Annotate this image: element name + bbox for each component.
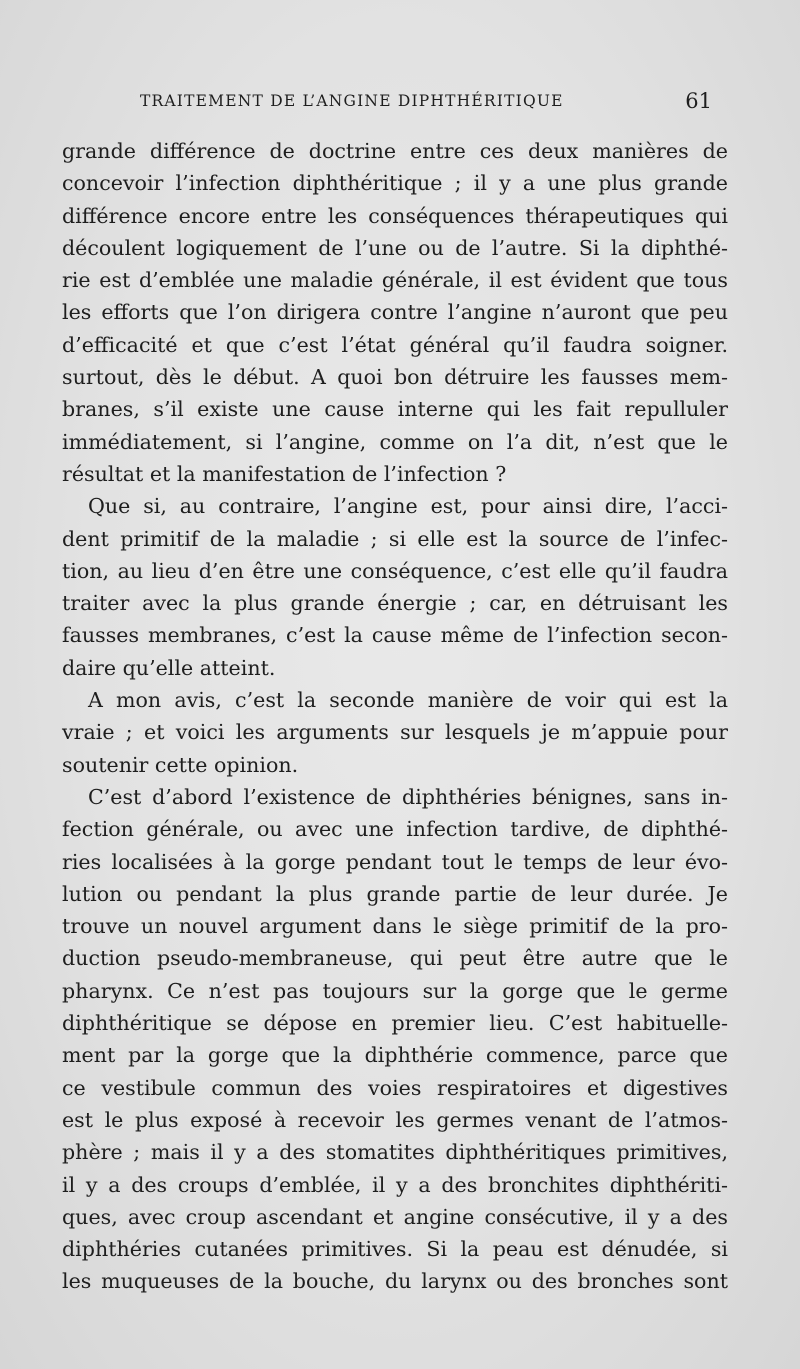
text-line: pharynx. Ce n’est pas toujours sur la gorge que le germe: [62, 978, 728, 1003]
body-text: [62, 135, 728, 1298]
text-line: concevoir l’infection diphthéritique ; il y a une plus grande: [62, 171, 728, 196]
text-line: il y a des croups d’emblée, il y a des bronchites diphthériti-: [62, 1172, 728, 1197]
paragraph-start-line: A mon avis, c’est la seconde manière de voir qui est la: [88, 688, 728, 713]
text-line: les efforts que l’on dirigera contre l’angine n’auront que peu: [62, 300, 728, 325]
text-line: trouve un nouvel argument dans le siège primitif de la pro-: [62, 914, 728, 939]
text-line: vraie ; et voici les arguments sur lesquels je m’appuie pour: [62, 720, 728, 745]
text-line: fection générale, ou avec une infection tardive, de diphthé-: [62, 817, 728, 842]
text-line: surtout, dès le début. A quoi bon détruire les fausses mem-: [62, 365, 728, 390]
text-line: fausses membranes, c’est la cause même de l’infection secon-: [62, 623, 728, 648]
paragraph-end-line: soutenir cette opinion.: [62, 752, 299, 777]
text-line: ries localisées à la gorge pendant tout le temps de leur évo-: [62, 849, 728, 874]
text-line: ment par la gorge que la diphthérie commence, parce que: [62, 1043, 728, 1068]
page-header: [140, 89, 712, 122]
paragraph-end-line: résultat et la manifestation de l’infection ?: [62, 461, 507, 486]
text-line: diphthéries cutanées primitives. Si la peau est dénudée, si: [62, 1237, 728, 1262]
text-line: est le plus exposé à recevoir les germes venant de l’atmos-: [62, 1107, 728, 1132]
paragraph-end-line: daire qu’elle atteint.: [62, 655, 276, 680]
text-line: différence encore entre les conséquences thérapeutiques qui: [62, 203, 728, 228]
text-line: lution ou pendant la plus grande partie de leur durée. Je: [62, 881, 728, 906]
text-line: diphthéritique se dépose en premier lieu. C’est habituelle-: [62, 1011, 728, 1036]
text-line: ce vestibule commun des voies respiratoires et digestives: [62, 1075, 728, 1100]
text-line: traiter avec la plus grande énergie ; car, en détruisant les: [62, 591, 728, 616]
running-head: TRAITEMENT DE L’ANGINE DIPHTHÉRITIQUE: [140, 92, 564, 110]
text-line: les muqueuses de la bouche, du larynx ou des bronches sont: [62, 1269, 728, 1294]
text-line: grande différence de doctrine entre ces deux manières de: [62, 139, 728, 163]
paragraph-start-line: Que si, au contraire, l’angine est, pour ainsi dire, l’acci-: [88, 494, 728, 519]
text-line: branes, s’il existe une cause interne qui les fait repulluler: [62, 397, 728, 422]
text-line: découlent logiquement de l’une ou de l’autre. Si la diphthé-: [62, 235, 728, 260]
text-line: immédiatement, si l’angine, comme on l’a dit, n’est que le: [62, 429, 728, 454]
text-line: rie est d’emblée une maladie générale, il est évident que tous: [62, 268, 728, 293]
page-number: 61: [685, 89, 712, 113]
text-line: dent primitif de la maladie ; si elle est la source de l’infec-: [62, 526, 728, 551]
paragraph-start-line: C’est d’abord l’existence de diphthéries bénignes, sans in-: [88, 784, 728, 809]
text-line: duction pseudo-membraneuse, qui peut être autre que le: [62, 946, 728, 971]
text-line: phère ; mais il y a des stomatites diphthéritiques primitives,: [62, 1140, 728, 1165]
text-line: ques, avec croup ascendant et angine consécutive, il y a des: [62, 1204, 728, 1229]
text-line: tion, au lieu d’en être une conséquence, c’est elle qu’il faudra: [62, 558, 728, 583]
text-line: d’efficacité et que c’est l’état général qu’il faudra soigner.: [62, 332, 728, 357]
